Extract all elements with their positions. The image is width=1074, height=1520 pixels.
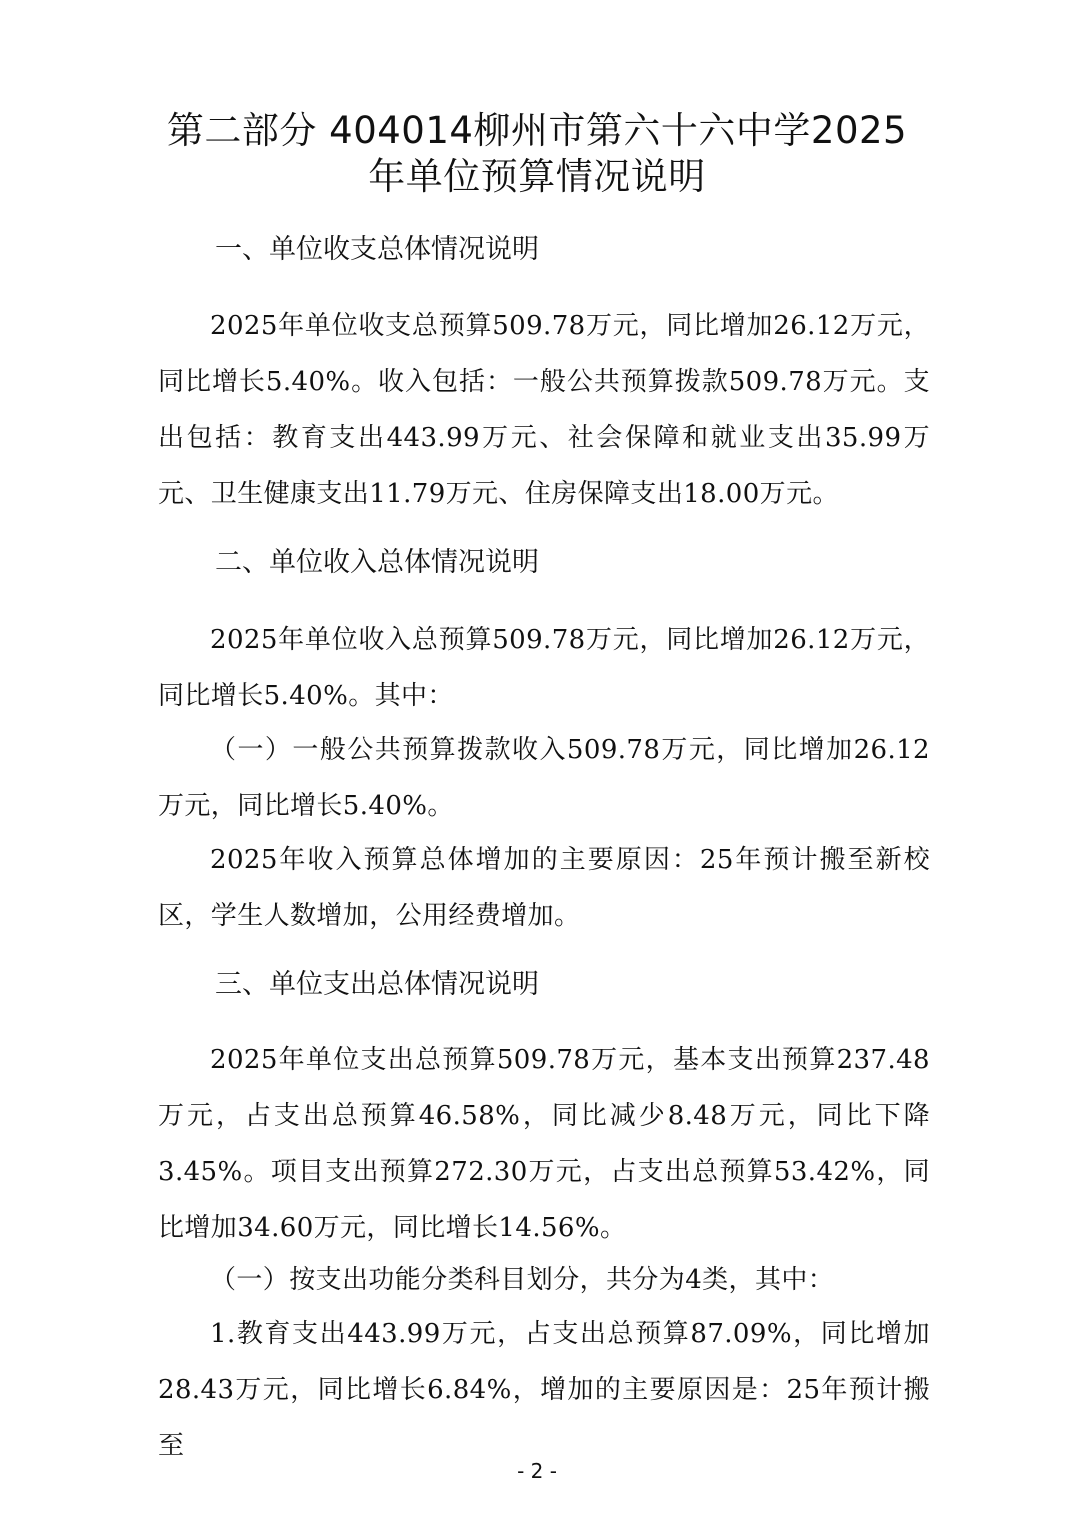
section-2-heading: 二、单位收入总体情况说明 (215, 547, 539, 578)
section-3-paragraph-1: 2025年单位支出总预算509.78万元，基本支出预算237.48万元，占支出总预算46.58%，同比减少8.48万元，同比下降3.45%。项目支出预算272.30万元，占支出总预算53.42%，同比增加34.60万元，同比增长14.56%。 (158, 1045, 930, 1243)
section-2-paragraph-2: （一）一般公共预算拨款收入509.78万元，同比增加26.12万元，同比增长5.40%。 (158, 735, 930, 821)
section-1-heading: 一、单位收支总体情况说明 (215, 234, 539, 265)
title-line-1: 第二部分 404014柳州市第六十六中学2025 (166, 109, 908, 152)
section-3-paragraph-2: （一）按支出功能分类科目划分，共分为4类，其中： (210, 1265, 835, 1295)
title-line-2: 年单位预算情况说明 (368, 155, 706, 198)
section-1-paragraph-1: 2025年单位收支总预算509.78万元，同比增加26.12万元，同比增长5.40%。收入包括：一般公共预算拨款509.78万元。支出包括：教育支出443.99万元、社会保障和就业支出35.99万元、卫生健康支出11.79万元、住房保障支出18.00万元。 (158, 311, 930, 509)
section-2-paragraph-3: 2025年收入预算总体增加的主要原因：25年预计搬至新校区，学生人数增加，公用经费增加。 (158, 845, 930, 931)
section-3-heading: 三、单位支出总体情况说明 (215, 969, 539, 1000)
section-3-paragraph-3: 1.教育支出443.99万元，占支出总预算87.09%，同比增加28.43万元，同比增长6.84%，增加的主要原因是：25年预计搬至 (158, 1319, 930, 1461)
section-2-paragraph-1: 2025年单位收入总预算509.78万元，同比增加26.12万元，同比增长5.40%。其中： (158, 625, 930, 711)
page-title (100, 108, 974, 200)
page-number: - 2 - (517, 1459, 557, 1483)
